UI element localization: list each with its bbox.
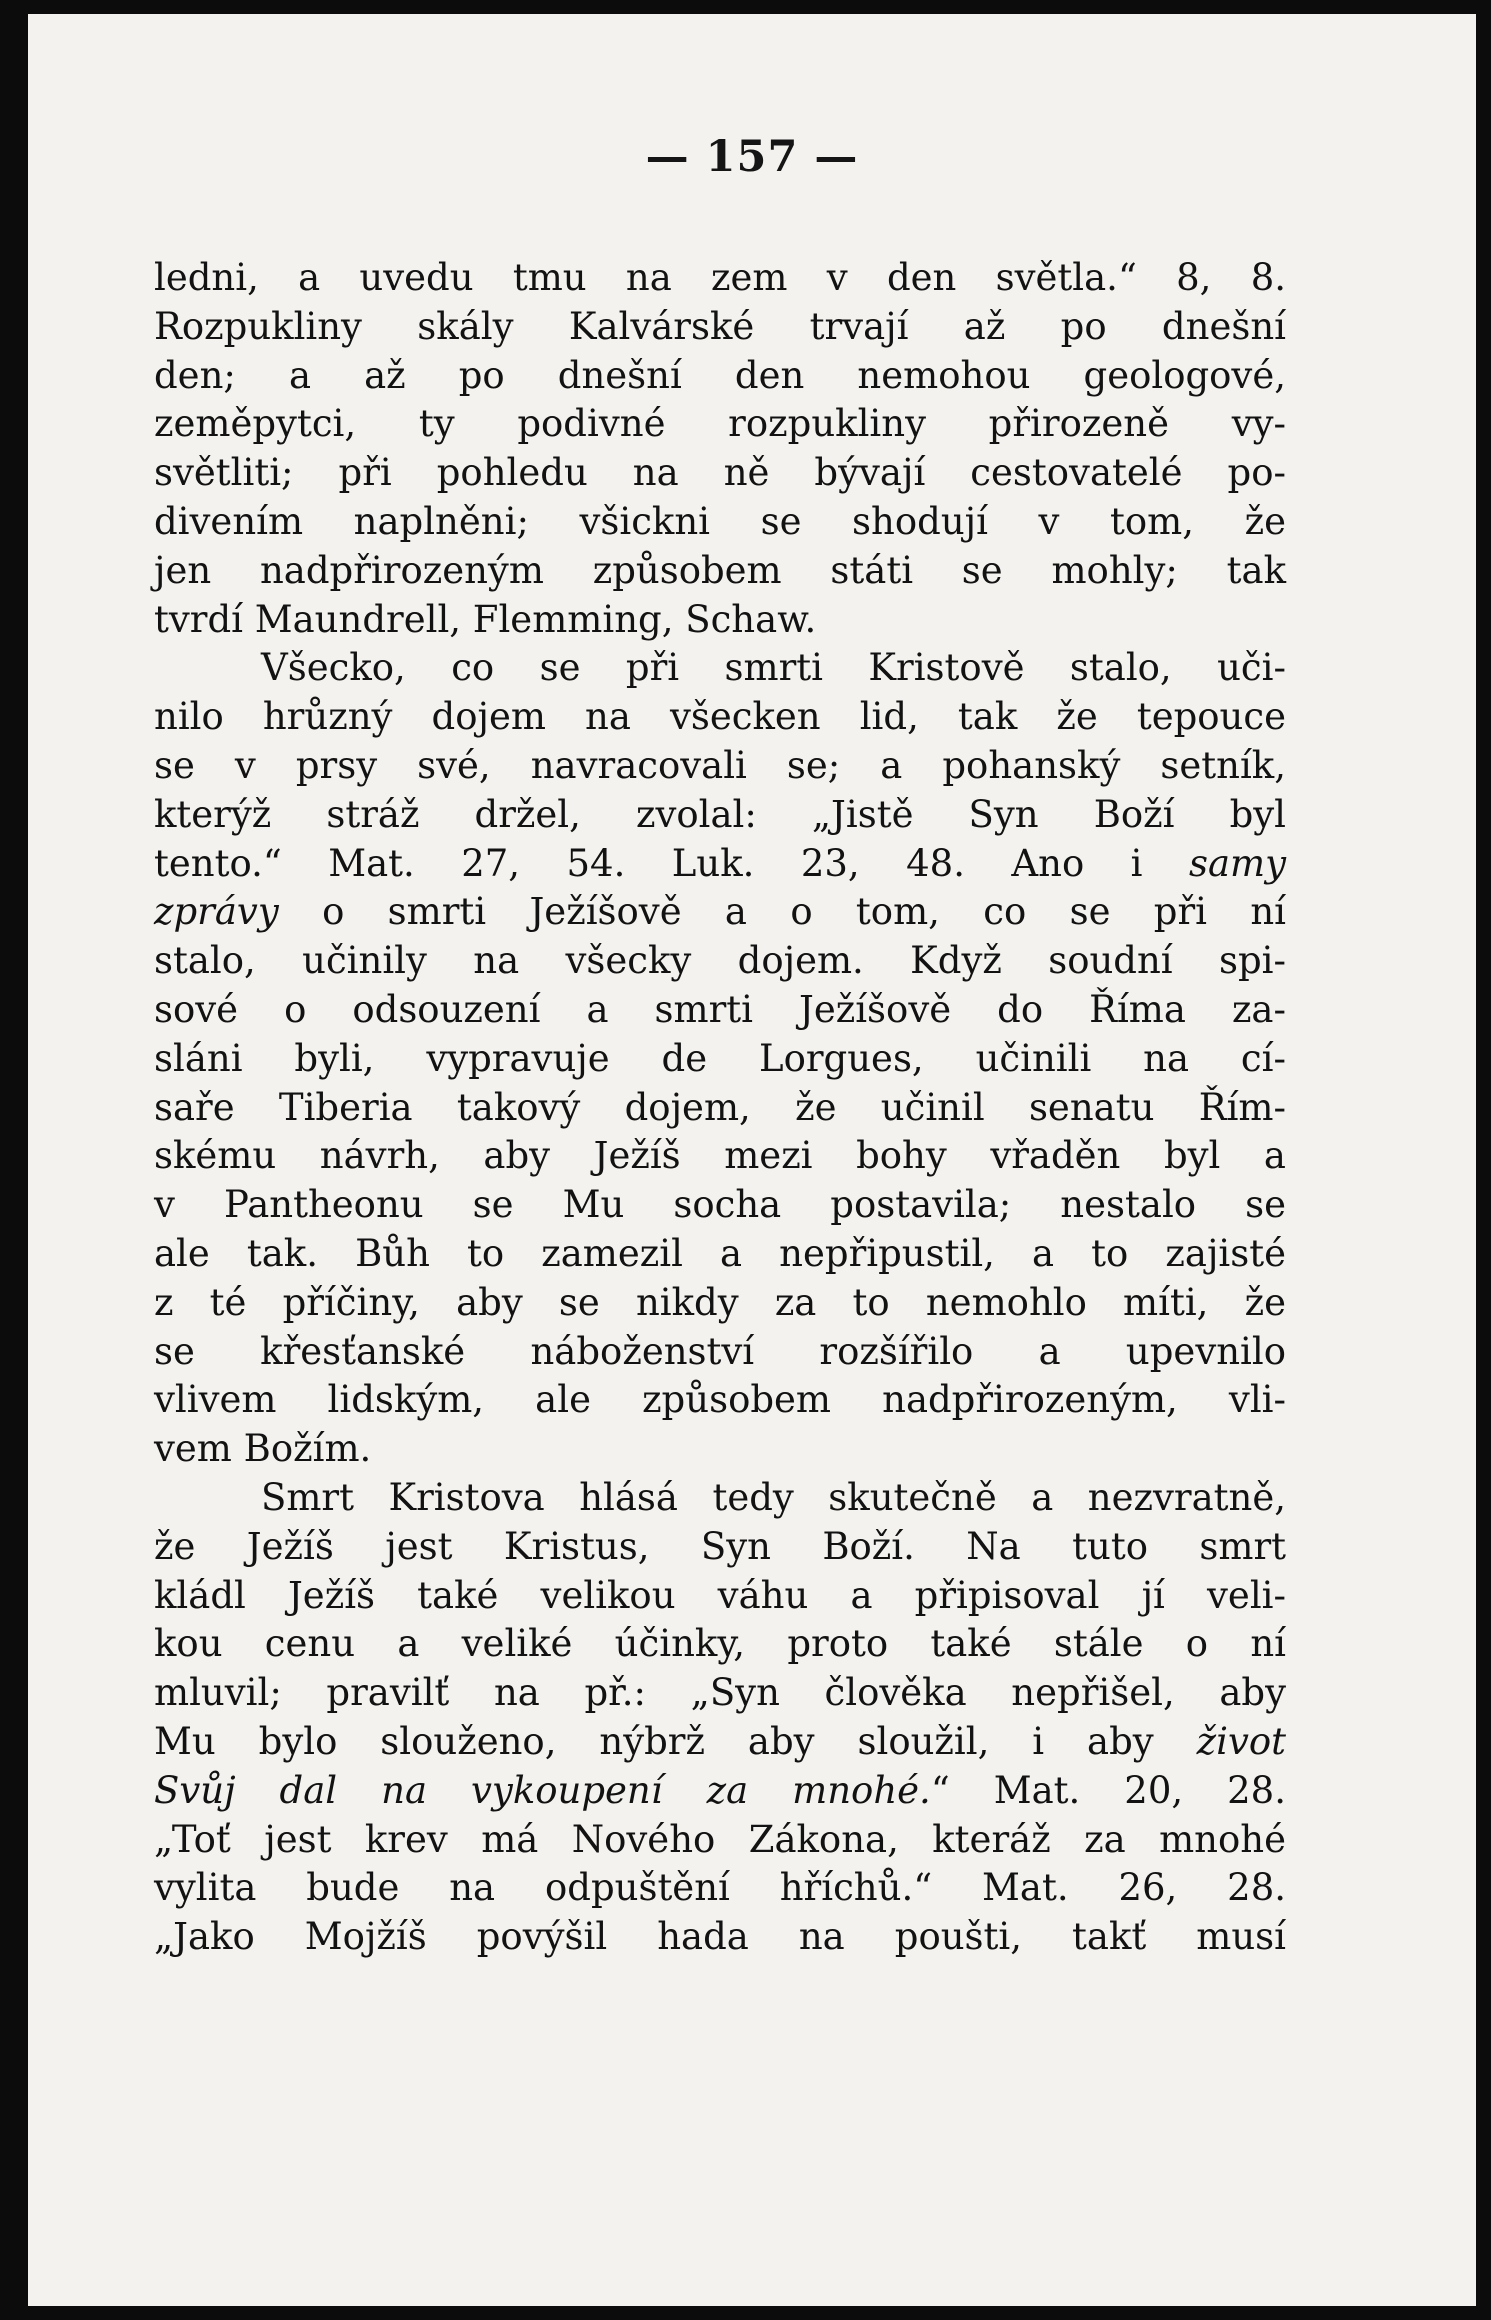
line-text: skému návrh, aby Ježíš mezi bohy vřaděn byl a [154, 1134, 1286, 1178]
line-text: nilo hrůzný dojem na všecken lid, tak že tepouce [154, 695, 1286, 739]
body-text [154, 254, 1286, 1962]
line-text: o smrti Ježíšově a o tom, co se při ní [278, 890, 1286, 934]
line-text: v Pantheonu se Mu socha postavila; nestalo se [154, 1183, 1286, 1227]
line-text: Rozpukliny skály Kalvárské trvají až po dnešní [154, 304, 1286, 348]
line-text: kterýž stráž držel, zvolal: „Jistě Syn Boží byl [154, 792, 1286, 836]
line-text: vylita bude na odpuštění hříchů.“ Mat. 26, 28. [154, 1866, 1286, 1910]
italic-text: život [1196, 1719, 1286, 1763]
italic-text: samy [1188, 841, 1286, 885]
text-line [154, 547, 1286, 596]
text-line [154, 400, 1286, 449]
line-text: ledni, a uvedu tmu na zem v den světla.“ 8, 8. [154, 256, 1286, 299]
line-text: „Toť jest krev má Nového Zákona, kteráž za mnohé [154, 1817, 1286, 1861]
italic-text: zprávy [154, 890, 279, 934]
italic-text: Svůj dal na vykoupení za mnohé. [154, 1768, 931, 1812]
text-line [154, 644, 1286, 693]
line-text: Všecko, co se při smrti Kristově stalo, uči- [261, 646, 1286, 690]
text-line [154, 1620, 1286, 1669]
text-line [154, 1181, 1286, 1230]
line-text: kládl Ježíš také velikou váhu a připisoval jí veli- [154, 1573, 1286, 1617]
book-page [28, 14, 1476, 2306]
line-text: Smrt Kristova hlásá tedy skutečně a nezvratně, [261, 1475, 1286, 1519]
text-line [154, 1816, 1286, 1865]
line-text: se křesťanské náboženství rozšířilo a upevnilo [154, 1329, 1286, 1373]
text-line [154, 1132, 1286, 1181]
line-text: mluvil; pravilť na př.: „Syn člověka nepřišel, aby [154, 1671, 1286, 1715]
line-text: tento.“ Mat. 27, 54. Luk. 23, 48. Ano i [154, 841, 1189, 885]
line-text: “ Mat. 20, 28. [930, 1768, 1286, 1812]
text-line [154, 449, 1286, 498]
line-text: tvrdí Maundrell, Flemming, Schaw. [154, 597, 817, 641]
line-text: sláni byli, vypravuje de Lorgues, učinili na cí- [154, 1036, 1286, 1080]
line-text: divením naplněni; všickni se shodují v tom, že [154, 499, 1286, 543]
text-line [154, 986, 1286, 1035]
text-line [154, 693, 1286, 742]
line-text: z té příčiny, aby se nikdy za to nemohlo míti, že [154, 1280, 1286, 1324]
text-line [154, 1767, 1286, 1816]
line-text: sové o odsouzení a smrti Ježíšově do Říma za- [154, 987, 1286, 1031]
text-line [154, 1425, 1286, 1474]
text-line [154, 498, 1286, 547]
line-text: světliti; při pohledu na ně bývají cestovatelé po- [154, 451, 1286, 495]
text-line [154, 1669, 1286, 1718]
text-line [154, 1376, 1286, 1425]
line-text: že Ježíš jest Kristus, Syn Boží. Na tuto smrt [154, 1524, 1286, 1568]
text-line [154, 1230, 1286, 1279]
line-text: se v prsy své, navracovali se; a pohanský setník, [154, 743, 1286, 787]
text-line [154, 1913, 1286, 1962]
text-line [154, 1035, 1286, 1084]
text-line [154, 1572, 1286, 1621]
text-line [154, 840, 1286, 889]
text-line [154, 352, 1286, 401]
text-line [154, 1718, 1286, 1767]
line-text: zeměpytci, ty podivné rozpukliny přirozeně vy- [154, 402, 1286, 446]
text-line [154, 1474, 1286, 1523]
line-text: den; a až po dnešní den nemohou geologové, [154, 353, 1286, 397]
text-line [154, 791, 1286, 840]
line-text: Mu bylo slouženo, nýbrž aby sloužil, i aby [154, 1719, 1197, 1763]
text-line [154, 1084, 1286, 1133]
page-number: — 157 — [645, 132, 859, 182]
line-text: vlivem lidským, ale způsobem nadpřirozeným, vli- [154, 1378, 1286, 1422]
text-line [154, 254, 1286, 303]
text-line [154, 742, 1286, 791]
text-line [154, 596, 1286, 645]
line-text: vem Božím. [154, 1427, 372, 1471]
text-line [154, 1864, 1286, 1913]
text-line [154, 888, 1286, 937]
text-line [154, 1328, 1286, 1377]
line-text: kou cenu a veliké účinky, proto také stále o ní [154, 1622, 1286, 1666]
text-line [154, 1523, 1286, 1572]
text-line [154, 937, 1286, 986]
text-line [154, 303, 1286, 352]
text-line [154, 1279, 1286, 1328]
line-text: saře Tiberia takový dojem, že učinil senatu Řím- [154, 1085, 1286, 1129]
line-text: ale tak. Bůh to zamezil a nepřipustil, a to zajisté [154, 1231, 1286, 1275]
line-text: stalo, učinily na všecky dojem. Když soudní spi- [154, 939, 1286, 983]
line-text: jen nadpřirozeným způsobem státi se mohly; tak [154, 548, 1286, 592]
line-text: „Jako Mojžíš povýšil hada na poušti, takť musí [154, 1915, 1286, 1959]
